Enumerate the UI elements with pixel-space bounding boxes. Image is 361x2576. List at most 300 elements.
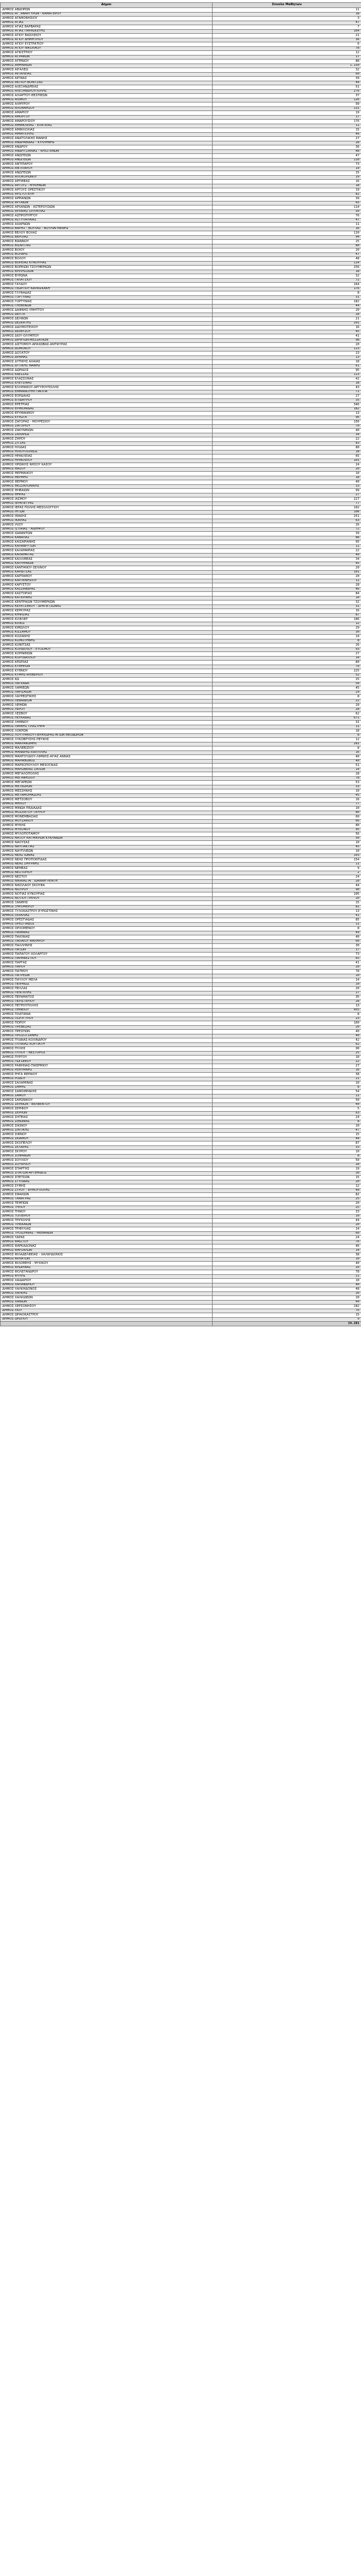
table-row bbox=[1, 1145, 361, 1150]
municipality-cell: ΔΗΜΟΣ ΔΩΡΙΔΟΣ bbox=[1, 369, 213, 373]
municipality-cell: ΔΗΜΟΣ ΦΟΛΕΓΑΝΔΡΟΥ bbox=[1, 1270, 213, 1275]
table-row bbox=[1, 94, 361, 98]
municipality-cell: ΔΗΜΟΣ ΜΗΛΟΥ bbox=[1, 802, 213, 807]
students-count-cell: 11 bbox=[213, 579, 361, 583]
students-count-cell: 12 bbox=[213, 51, 361, 56]
municipality-cell: ΔΗΜΟΣ ΠΑΠΑΓΟΥ-ΧΟΛΑΡΓΟΥ bbox=[1, 953, 213, 957]
column-header-municipality: Δήμοι bbox=[1, 3, 213, 8]
municipality-cell: ΔΗΜΟΣ ΞΑΝΘΗΣ bbox=[1, 901, 213, 906]
table-row bbox=[1, 192, 361, 197]
students-count-cell: 27 bbox=[213, 493, 361, 497]
municipality-cell: ΔΗΜΟΣ ΜΕΤΕΩΡΩΝ bbox=[1, 785, 213, 789]
municipality-cell: ΔΗΜΟΣ ΣΥΡΟΥ - ΕΡΜΟΥΠΟΛΗΣ bbox=[1, 1188, 213, 1193]
students-count-cell: 47 bbox=[213, 21, 361, 25]
students-count-cell: 45 bbox=[213, 330, 361, 334]
municipality-cell: ΔΗΜΟΣ ΣΚΥΡΟΥ bbox=[1, 1150, 213, 1155]
students-count-cell: 455 bbox=[213, 1008, 361, 1013]
students-count-cell: 23 bbox=[213, 1017, 361, 1021]
municipality-cell: ΔΗΜΟΣ ΒΕΛΟΥ ΒΟΧΑΣ bbox=[1, 231, 213, 236]
students-count-cell: 88 bbox=[213, 536, 361, 540]
table-row bbox=[1, 1141, 361, 1146]
table-row bbox=[1, 295, 361, 300]
table-row bbox=[1, 854, 361, 858]
table-row bbox=[1, 622, 361, 626]
municipality-cell: ΔΗΜΟΣ ΙΗΤΩΝ bbox=[1, 510, 213, 515]
municipality-cell: ΔΗΜΟΣ ΘΕΡΜΑΪΚΟΥ bbox=[1, 472, 213, 476]
municipality-cell: ΔΗΜΟΣ ΚΙΜΩΛΟΥ bbox=[1, 626, 213, 631]
municipality-cell: ΔΗΜΟΣ ΑΝΤΙΠΑΡΟΥ bbox=[1, 163, 213, 167]
students-count-cell: 40 bbox=[213, 759, 361, 764]
municipality-cell: ΔΗΜΟΣ ΠΡΕΒΕΖΑΣ bbox=[1, 1025, 213, 1030]
students-count-cell: 54 bbox=[213, 1090, 361, 1095]
table-row bbox=[1, 669, 361, 674]
table-row bbox=[1, 343, 361, 347]
students-count-cell: 156 bbox=[213, 420, 361, 425]
table-row bbox=[1, 1167, 361, 1172]
students-count-cell: 11 bbox=[213, 223, 361, 227]
municipality-cell: ΔΗΜΟΣ ΚΩ bbox=[1, 678, 213, 682]
table-row bbox=[1, 476, 361, 480]
table-row bbox=[1, 128, 361, 133]
municipality-cell: ΔΗΜΟΣ ΣΕΡΙΦΟΥ bbox=[1, 1107, 213, 1112]
table-row bbox=[1, 815, 361, 820]
students-count-cell: 18 bbox=[213, 360, 361, 365]
students-count-cell: 160 bbox=[213, 1021, 361, 1026]
municipality-cell: ΔΗΜΟΣ ΑΚΤΙΟΥ-ΒΟΝΙΤΣΑΣ bbox=[1, 81, 213, 85]
students-count-cell: 6 bbox=[213, 42, 361, 47]
table-row bbox=[1, 750, 361, 755]
table-row bbox=[1, 807, 361, 811]
table-row bbox=[1, 888, 361, 892]
table-row bbox=[1, 935, 361, 940]
table-row bbox=[1, 38, 361, 42]
table-row bbox=[1, 1219, 361, 1223]
table-row bbox=[1, 875, 361, 880]
municipality-cell: ΔΗΜΟΣ ΚΟΡΙΝΘΙΩΝ bbox=[1, 652, 213, 657]
table-row bbox=[1, 850, 361, 854]
table-row bbox=[1, 369, 361, 373]
table-row bbox=[1, 1188, 361, 1193]
students-count-cell: 40 bbox=[213, 429, 361, 433]
municipality-cell: ΔΗΜΟΣ ΔΡΑΜΑΣ bbox=[1, 355, 213, 360]
table-row bbox=[1, 1291, 361, 1296]
municipality-cell: ΔΗΜΟΣ ΡΑΦΗΝΑΣ-ΠΙΚΕΡΜΙΟΥ bbox=[1, 1064, 213, 1069]
students-count-cell: 47 bbox=[213, 252, 361, 257]
municipality-cell: ΔΗΜΟΣ ΠΕΙΡΑΙΩΣ bbox=[1, 982, 213, 987]
students-count-cell: 38 bbox=[213, 1253, 361, 1258]
students-count-cell: 251 bbox=[213, 515, 361, 519]
table-row bbox=[1, 1287, 361, 1292]
table-row bbox=[1, 630, 361, 635]
municipality-cell: ΔΗΜΟΣ ΚΙΛΚΙΣ bbox=[1, 622, 213, 626]
municipality-cell: ΔΗΜΟΣ ΑΝΩΓΕΙΩΝ bbox=[1, 154, 213, 159]
students-count-cell: 56 bbox=[213, 832, 361, 837]
table-row bbox=[1, 197, 361, 202]
table-row bbox=[1, 965, 361, 970]
table-row bbox=[1, 862, 361, 867]
table-row bbox=[1, 1262, 361, 1266]
municipality-cell: ΔΗΜΟΣ ΖΙΤΣΑΣ bbox=[1, 441, 213, 446]
table-row bbox=[1, 12, 361, 17]
municipality-cell: ΔΗΜΟΣ ΘΗΒΑΙΩΝ bbox=[1, 489, 213, 493]
municipality-cell: ΔΗΜΟΣ ΚΑΡΠΑΘΟΥ bbox=[1, 575, 213, 579]
students-count-cell: 164 bbox=[213, 283, 361, 287]
municipality-cell: ΔΗΜΟΣ ΠΑΙΟΝΙΑΣ bbox=[1, 935, 213, 940]
students-count-cell: 25 bbox=[213, 1197, 361, 1202]
table-row bbox=[1, 446, 361, 451]
table-row bbox=[1, 914, 361, 918]
students-count-cell: 41 bbox=[213, 334, 361, 339]
students-count-cell: 176 bbox=[213, 287, 361, 291]
table-row bbox=[1, 309, 361, 313]
students-count-cell: 17 bbox=[213, 115, 361, 120]
table-row bbox=[1, 811, 361, 815]
municipality-cell: ΔΗΜΟΣ ΠΡΟΣΟΤΣΑΝΗΣ bbox=[1, 1034, 213, 1038]
students-count-cell: 10 bbox=[213, 1124, 361, 1129]
table-row bbox=[1, 321, 361, 326]
table-row bbox=[1, 759, 361, 764]
municipality-cell: ΔΗΜΟΣ ΣΚΥΔΡΑΣ bbox=[1, 1145, 213, 1150]
students-count-cell: 99 bbox=[213, 102, 361, 107]
table-row bbox=[1, 175, 361, 180]
municipality-cell: ΔΗΜΟΣ ΘΑΣΟΥ bbox=[1, 467, 213, 472]
table-row bbox=[1, 1021, 361, 1026]
municipality-cell: ΔΗΜΟΣ ΛΕΥΚΑΔΑΣ bbox=[1, 716, 213, 721]
table-row bbox=[1, 1184, 361, 1189]
students-by-municipality-table bbox=[0, 2, 361, 1326]
table-row bbox=[1, 609, 361, 614]
table-row bbox=[1, 639, 361, 643]
students-count-cell: 44 bbox=[213, 884, 361, 888]
students-count-cell: 78 bbox=[213, 46, 361, 51]
students-count-cell: 73 bbox=[213, 953, 361, 957]
students-count-cell: 50 bbox=[213, 836, 361, 841]
municipality-cell: ΔΗΜΟΣ ΖΗΡΟΥ bbox=[1, 437, 213, 442]
table-row bbox=[1, 1111, 361, 1116]
municipality-cell: ΔΗΜΟΣ ΠΑΥΛΟΥ ΜΕΛΑ bbox=[1, 978, 213, 983]
table-row bbox=[1, 455, 361, 459]
students-count-cell: 25 bbox=[213, 678, 361, 682]
table-row bbox=[1, 708, 361, 712]
students-count-cell: 60 bbox=[213, 815, 361, 820]
students-count-cell: 10 bbox=[213, 596, 361, 600]
students-count-cell: 38 bbox=[213, 1073, 361, 1077]
municipality-cell: ΔΗΜΟΣ ΑΝΩΓΕΙΩΝ bbox=[1, 171, 213, 176]
municipality-cell: ΔΗΜΟΣ ΚΥΘΗΡΩΝ bbox=[1, 665, 213, 669]
students-count-cell: 131 bbox=[213, 106, 361, 111]
municipality-cell: ΔΗΜΟΣ ΜΑΡΩΝΕΙΑΣ ΣΑΠΩΝ bbox=[1, 768, 213, 772]
municipality-cell: ΔΗΜΟΣ ΖΑΓΟΡΑΣ - ΜΟΥΡΕΣΙΟΥ bbox=[1, 420, 213, 425]
table-row bbox=[1, 373, 361, 377]
students-count-cell: 20 bbox=[213, 1296, 361, 1301]
municipality-cell: ΔΗΜΟΣ ΤΗΛΟΥ bbox=[1, 1206, 213, 1210]
municipality-cell: ΔΗΜΟΣ ΜΑΛΕΒΙΖΙΟΥ bbox=[1, 746, 213, 751]
municipality-cell: ΔΗΜΟΣ ΦΙΛΙΑΤΩΝ bbox=[1, 1257, 213, 1262]
table-row bbox=[1, 978, 361, 983]
table-row bbox=[1, 647, 361, 652]
students-count-cell: 16 bbox=[213, 326, 361, 330]
students-count-cell: 48 bbox=[213, 257, 361, 262]
table-row bbox=[1, 231, 361, 236]
table-row bbox=[1, 544, 361, 549]
municipality-cell: ΔΗΜΟΣ ΚΑΛΥΜΝΙΩΝ bbox=[1, 562, 213, 566]
municipality-cell: ΔΗΜΟΣ ΑΛΙΑΡΤΟΥ-ΘΕΣΠΙΕΩΝ bbox=[1, 94, 213, 98]
municipality-cell: ΔΗΜΟΣ ΩΡΩΠΟΥ bbox=[1, 1317, 213, 1322]
municipality-cell: ΔΗΜΟΣ ΠΛΑΤΑΝΙΑ bbox=[1, 1013, 213, 1017]
students-count-cell: 77 bbox=[213, 802, 361, 807]
table-row bbox=[1, 1244, 361, 1249]
table-row bbox=[1, 819, 361, 824]
table-row bbox=[1, 326, 361, 330]
municipality-cell: ΔΗΜΟΣ ΠΑΡΑΝΕΣΤΙΟΥ bbox=[1, 957, 213, 961]
students-count-cell: 8 bbox=[213, 733, 361, 738]
students-count-cell: 40 bbox=[213, 1188, 361, 1193]
table-row bbox=[1, 738, 361, 742]
municipality-cell: ΔΗΜΟΣ ΝΕΣΤΟΡΙΟΥ bbox=[1, 871, 213, 875]
table-row bbox=[1, 661, 361, 665]
municipality-cell: ΔΗΜΟΣ ΣΥΜΗΣ bbox=[1, 1184, 213, 1189]
municipality-cell: ΔΗΜΟΣ ΝΕΑΣ ΣΜΥΡΝΗΣ bbox=[1, 862, 213, 867]
table-row bbox=[1, 1296, 361, 1301]
table-row bbox=[1, 558, 361, 562]
table-row bbox=[1, 1206, 361, 1210]
municipality-cell: ΔΗΜΟΣ ΙΛΙΟΥ bbox=[1, 523, 213, 528]
students-count-cell: 76 bbox=[213, 1240, 361, 1244]
students-count-cell: 21 bbox=[213, 34, 361, 38]
table-row bbox=[1, 562, 361, 566]
municipality-cell: ΔΗΜΟΣ ΑΓΙΟΥ ΒΑΣΙΛΕΙΟΥ bbox=[1, 34, 213, 38]
municipality-cell: ΔΗΜΟΣ ΝΟΤΙΟΥ ΠΗΛΙΟΥ bbox=[1, 896, 213, 901]
students-count-cell: 9 bbox=[213, 1317, 361, 1322]
students-count-cell: 31 bbox=[213, 721, 361, 725]
municipality-cell: ΔΗΜΟΣ ΤΑΝΑΓΡΑΣ bbox=[1, 1197, 213, 1202]
students-count-cell: 14 bbox=[213, 656, 361, 661]
municipality-cell: ΔΗΜΟΣ ΣΠΑΡΤΗΣ bbox=[1, 1167, 213, 1172]
table-row bbox=[1, 918, 361, 923]
table-row bbox=[1, 403, 361, 408]
students-count-cell: 24 bbox=[213, 875, 361, 880]
students-count-cell: 16 bbox=[213, 1068, 361, 1073]
table-row bbox=[1, 266, 361, 270]
table-row bbox=[1, 1099, 361, 1103]
table-row bbox=[1, 163, 361, 167]
students-count-cell: 101 bbox=[213, 459, 361, 463]
municipality-cell: ΔΗΜΟΣ ΕΡΜΙΟΝΙΔΑΣ bbox=[1, 407, 213, 412]
students-count-cell: 22 bbox=[213, 549, 361, 554]
students-count-cell: 40 bbox=[213, 935, 361, 940]
municipality-cell: ΔΗΜΟΣ ΓΑΛΑΤΣΙΟΥ bbox=[1, 278, 213, 283]
students-count-cell: 76 bbox=[213, 1309, 361, 1313]
students-count-cell: 40 bbox=[213, 1262, 361, 1266]
municipality-cell: ΔΗΜΟΣ ΣΑΜΟΥ bbox=[1, 1094, 213, 1099]
table-row bbox=[1, 832, 361, 837]
students-count-cell: 25 bbox=[213, 1051, 361, 1056]
municipality-cell: ΔΗΜΟΣ ΔΙΣΤΟΜΟΥ-ΑΡΑΧΩΒΑΣ-ΑΝΤΙΚΥΡΑΣ bbox=[1, 343, 213, 347]
students-count-cell: 50 bbox=[213, 682, 361, 686]
table-row bbox=[1, 579, 361, 583]
table-row bbox=[1, 944, 361, 949]
students-count-cell: 53 bbox=[213, 781, 361, 785]
table-row bbox=[1, 390, 361, 394]
table-row bbox=[1, 1017, 361, 1021]
students-count-cell: 18 bbox=[213, 12, 361, 17]
table-row bbox=[1, 905, 361, 910]
municipality-cell: ΔΗΜΟΣ ΑΓΑΘΟΝΗΣΙΟΥ bbox=[1, 17, 213, 21]
table-row bbox=[1, 896, 361, 901]
table-row bbox=[1, 974, 361, 978]
municipality-cell: ΔΗΜΟΣ ΣΑΛΑΜΙΝΑΣ bbox=[1, 1081, 213, 1086]
students-count-cell: 94 bbox=[213, 235, 361, 240]
students-count-cell: 95 bbox=[213, 540, 361, 545]
municipality-cell: ΔΗΜΟΣ ΚΙΛΕΛΕΡ bbox=[1, 618, 213, 622]
municipality-cell: ΔΗΜΟΣ ΣΟΥΛΙΟΥ bbox=[1, 1159, 213, 1163]
table-row bbox=[1, 575, 361, 579]
municipality-cell: ΔΗΜΟΣ ΠΑΛΛΗΝΗΣ bbox=[1, 944, 213, 949]
municipality-cell: ΔΗΜΟΣ ΣΠΕΤΣΩΝ bbox=[1, 1176, 213, 1180]
municipality-cell: ΔΗΜΟΣ ΚΙΣΣΑΜΟΥ bbox=[1, 630, 213, 635]
table-row bbox=[1, 51, 361, 56]
table-row bbox=[1, 274, 361, 279]
table-row bbox=[1, 1240, 361, 1244]
table-row bbox=[1, 506, 361, 511]
table-row bbox=[1, 643, 361, 648]
table-row bbox=[1, 278, 361, 283]
table-row bbox=[1, 102, 361, 107]
students-count-cell: 10 bbox=[213, 789, 361, 794]
students-count-cell: 72 bbox=[213, 527, 361, 532]
students-count-cell: 126 bbox=[213, 98, 361, 102]
students-count-cell: 14 bbox=[213, 978, 361, 983]
municipality-cell: ΔΗΜΟΣ ΠΕΤΡΟΥΠΟΛΗΣ bbox=[1, 1004, 213, 1009]
table-row bbox=[1, 1305, 361, 1309]
municipality-cell: ΔΗΜΟΣ ΛΗΜΝΟΥ bbox=[1, 721, 213, 725]
table-row bbox=[1, 1270, 361, 1275]
municipality-cell: ΔΗΜΟΣ ΧΕΡΣΟΝΗΣΟΥ bbox=[1, 1305, 213, 1309]
municipality-cell: ΔΗΜΟΣ ΕΛΛΗΝΙΚΟΥ-ΑΡΓΥΡΟΥΠΟΛΗΣ bbox=[1, 386, 213, 390]
students-count-cell: 40 bbox=[213, 553, 361, 558]
total-row bbox=[1, 1322, 361, 1326]
students-count-cell: 61 bbox=[213, 364, 361, 369]
table-row bbox=[1, 145, 361, 150]
students-count-cell: 40 bbox=[213, 1034, 361, 1038]
municipality-cell: ΔΗΜΟΣ ΑΓΙΑΣ bbox=[1, 21, 213, 25]
students-count-cell: 48 bbox=[213, 149, 361, 154]
students-count-cell: 28 bbox=[213, 999, 361, 1004]
table-row bbox=[1, 1274, 361, 1279]
municipality-cell: ΔΗΜΟΣ ΣΕΡΡΩΝ bbox=[1, 1111, 213, 1116]
students-count-cell: 19 bbox=[213, 1167, 361, 1172]
municipality-cell: ΔΗΜΟΣ ΙΚΑΡΙΑΣ bbox=[1, 519, 213, 523]
municipality-cell: ΔΗΜΟΣ ΑΜΑΡΟΥΣΙΟΥ bbox=[1, 120, 213, 124]
table-row bbox=[1, 60, 361, 64]
municipality-cell: ΔΗΜΟΣ ΜΟΥΖΑΚΙΟΥ bbox=[1, 819, 213, 824]
municipality-cell: ΔΗΜΟΣ ΧΑΛΑΝΔΡΙΟΥ bbox=[1, 1283, 213, 1287]
municipality-cell: ΔΗΜΟΣ ΚΟΜΟΤΗΝΗΣ bbox=[1, 639, 213, 643]
table-row bbox=[1, 484, 361, 489]
municipality-cell: ΔΗΜΟΣ ΑΡΓΙΘΕΑΣ bbox=[1, 180, 213, 184]
table-row bbox=[1, 519, 361, 523]
municipality-cell: ΔΗΜΟΣ ΠΥΛΑΙΑΣ-ΧΟΡΤΙΑΤΗ bbox=[1, 1042, 213, 1047]
municipality-cell: ΔΗΜΟΣ ΚΟΡΥΔΑΛΛΟΥ bbox=[1, 656, 213, 661]
students-count-cell: 15 bbox=[213, 1176, 361, 1180]
students-count-cell: 27 bbox=[213, 137, 361, 141]
table-row bbox=[1, 1133, 361, 1137]
municipality-cell: ΔΗΜΟΣ ΚΑΤΕΡΙΝΗΣ bbox=[1, 596, 213, 600]
table-row bbox=[1, 1008, 361, 1013]
municipality-cell: ΔΗΜΟΣ ΠΟΛΥΓΥΡΟΥ bbox=[1, 1017, 213, 1021]
table-row bbox=[1, 34, 361, 38]
table-row bbox=[1, 291, 361, 296]
municipality-cell: ΔΗΜΟΣ ΚΑΛΑΜΑΤΑΣ bbox=[1, 553, 213, 558]
municipality-cell: ΔΗΜΟΣ ΑΧΑΡΝΩΝ bbox=[1, 223, 213, 227]
table-row bbox=[1, 1163, 361, 1167]
municipality-cell: ΔΗΜΟΣ ΣΑΜΗΣ bbox=[1, 1085, 213, 1090]
students-count-cell: 95 bbox=[213, 369, 361, 373]
table-body bbox=[1, 8, 361, 1322]
table-row bbox=[1, 1064, 361, 1069]
table-row bbox=[1, 1068, 361, 1073]
students-count-cell: 11 bbox=[213, 725, 361, 729]
students-count-cell: 32 bbox=[213, 68, 361, 73]
municipality-cell: ΔΗΜΟΣ ΕΜΜΑΝΟΥΗΛ ΠΑΠΠΑ bbox=[1, 390, 213, 394]
municipality-cell: ΔΗΜΟΣ ΑΛΟΝΝΗΣΟΥ bbox=[1, 106, 213, 111]
table-row bbox=[1, 235, 361, 240]
municipality-cell: ΔΗΜΟΣ ΑΜΦΙΠΟΛΗΣ bbox=[1, 132, 213, 137]
table-row bbox=[1, 618, 361, 622]
students-count-cell: 30 bbox=[213, 630, 361, 635]
municipality-cell: ΔΗΜΟΣ ΜΑΡΚΟΠΟΥΛΟΥ ΜΕΣΟΓΑΙΑΣ bbox=[1, 764, 213, 768]
municipality-cell: ΔΗΜΟΣ ΚΑΝΤΑΝΟΥ-ΣΕΛΙΝΟΥ bbox=[1, 566, 213, 571]
table-row bbox=[1, 961, 361, 966]
table-row bbox=[1, 227, 361, 231]
students-count-cell: 22 bbox=[213, 1060, 361, 1064]
table-row bbox=[1, 626, 361, 631]
municipality-cell: ΔΗΜΟΣ ΙΕΡΑΠΕΤΡΑΣ bbox=[1, 501, 213, 506]
students-count-cell: 24 bbox=[213, 463, 361, 468]
municipality-cell: ΔΗΜΟΣ ΚΑΒΑΛΑΣ bbox=[1, 536, 213, 540]
municipality-cell: ΔΗΜΟΣ ΙΘΑΚΗΣ bbox=[1, 515, 213, 519]
municipality-cell: ΔΗΜΟΣ ΑΙΓΙΝΑΣ bbox=[1, 77, 213, 81]
table-row bbox=[1, 957, 361, 961]
students-count-cell: 13 bbox=[213, 1004, 361, 1009]
table-row bbox=[1, 407, 361, 412]
students-count-cell: 11 bbox=[213, 1094, 361, 1099]
students-count-cell: 33 bbox=[213, 785, 361, 789]
students-count-cell: 113 bbox=[213, 347, 361, 351]
students-count-cell: 32 bbox=[213, 274, 361, 279]
municipality-cell: ΔΗΜΟΣ ΜΕΤΣΟΒΟΥ bbox=[1, 798, 213, 803]
table-row bbox=[1, 386, 361, 390]
students-count-cell: 8 bbox=[213, 1120, 361, 1124]
municipality-cell: ΔΗΜΟΣ ΝΑΞΟΥ ΚΑΙ ΜΙΚΡΩΝ ΚΥΚΛΑΔΩΝ bbox=[1, 836, 213, 841]
table-row bbox=[1, 330, 361, 334]
students-count-cell: 16 bbox=[213, 750, 361, 755]
table-row bbox=[1, 755, 361, 760]
municipality-cell: ΔΗΜΟΣ ΣΦΑΚΙΩΝ bbox=[1, 1193, 213, 1198]
municipality-cell: ΔΗΜΟΣ ΠΕΡΑΜΑΤΟΣ bbox=[1, 995, 213, 1000]
students-count-cell: 30 bbox=[213, 944, 361, 949]
municipality-cell: ΔΗΜΟΣ ΑΓΡΙΝΙΟΥ bbox=[1, 60, 213, 64]
students-count-cell: 19 bbox=[213, 188, 361, 193]
students-count-cell: 16 bbox=[213, 798, 361, 803]
table-row bbox=[1, 1253, 361, 1258]
table-row bbox=[1, 1193, 361, 1198]
municipality-cell: ΔΗΜΟΣ ΔΟΜΟΚΟΥ bbox=[1, 347, 213, 351]
table-row bbox=[1, 1227, 361, 1232]
table-row bbox=[1, 141, 361, 145]
students-count-cell: 10 bbox=[213, 850, 361, 854]
municipality-cell: ΔΗΜΟΣ ΠΑΛΑΙΟΥ ΦΑΛΗΡΟΥ bbox=[1, 939, 213, 944]
